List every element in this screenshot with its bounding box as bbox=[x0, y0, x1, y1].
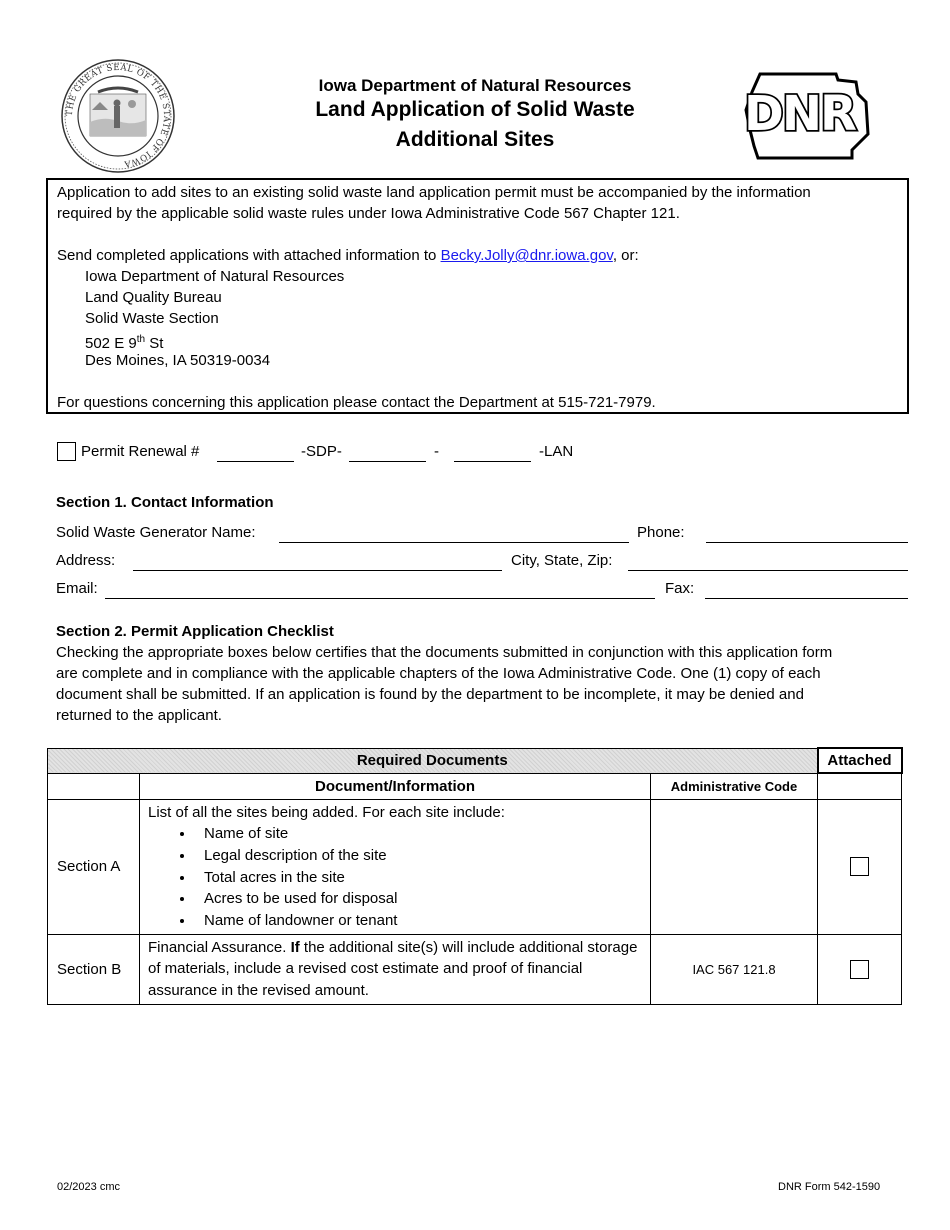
fax-label: Fax: bbox=[665, 580, 695, 597]
city-state-zip-label: City, State, Zip: bbox=[511, 552, 613, 569]
table-row bbox=[48, 799, 902, 934]
lan-label: -LAN bbox=[539, 443, 574, 460]
section-a-description bbox=[140, 799, 651, 934]
renewal-number-field-3[interactable] bbox=[454, 461, 531, 462]
table-subheader-row bbox=[48, 773, 902, 799]
address-line: Iowa Department of Natural Resources bbox=[85, 268, 345, 285]
fax-field[interactable] bbox=[705, 598, 908, 599]
checklist-instructions-line: returned to the applicant. bbox=[56, 707, 222, 724]
send-prefix: Send completed applications with attached information to bbox=[57, 247, 441, 264]
required-documents-header: Required Documents bbox=[48, 748, 818, 773]
sdp-label: -SDP- bbox=[301, 443, 342, 460]
email-link[interactable]: Becky.Jolly@dnr.iowa.gov bbox=[440, 247, 613, 264]
address-label: Address: bbox=[56, 552, 116, 569]
section1-heading: Section 1. Contact Information bbox=[56, 494, 274, 511]
section-a-code bbox=[651, 799, 818, 934]
send-suffix: , or: bbox=[612, 247, 639, 264]
section-b-attached-checkbox[interactable] bbox=[850, 960, 869, 979]
dash-label: - bbox=[434, 443, 439, 460]
list-item: • Total acres in the site bbox=[195, 867, 642, 889]
table-row bbox=[48, 934, 902, 1004]
list-item: • Legal description of the site bbox=[195, 845, 642, 867]
section-b-emphasis: If bbox=[290, 938, 300, 956]
section-b-label: Section B bbox=[48, 934, 140, 1004]
phone-field[interactable] bbox=[706, 542, 908, 543]
section-b-attached-cell bbox=[818, 934, 902, 1004]
table-header-row bbox=[48, 748, 902, 773]
checklist-instructions-line: Checking the appropriate boxes below certifies that the documents submitted in conjunction with this application form bbox=[56, 644, 833, 661]
permit-renewal-checkbox[interactable] bbox=[57, 442, 76, 461]
phone-label: Phone: bbox=[637, 524, 685, 541]
section2-heading: Section 2. Permit Application Checklist bbox=[56, 623, 334, 640]
email-label: Email: bbox=[56, 580, 98, 597]
seal-text: THE GREAT SEAL OF THE STATE OF IOWA bbox=[64, 62, 172, 169]
empty-header-cell bbox=[818, 773, 902, 799]
form-subtitle: Additional Sites bbox=[395, 128, 555, 151]
section-a-label: Section A bbox=[48, 799, 140, 934]
address-city: Des Moines, IA 50319-0034 bbox=[85, 352, 271, 369]
section-b-description bbox=[140, 934, 651, 1004]
dnr-logo bbox=[738, 70, 870, 162]
dnr-logo-text: DNR bbox=[744, 86, 855, 142]
agency-name: Iowa Department of Natural Resources bbox=[318, 76, 632, 95]
city-state-zip-field[interactable] bbox=[628, 570, 908, 571]
renewal-number-field-1[interactable] bbox=[217, 461, 294, 462]
street-suffix: St bbox=[145, 335, 164, 352]
generator-name-field[interactable] bbox=[279, 542, 629, 543]
renewal-number-field-2[interactable] bbox=[349, 461, 426, 462]
street-ordinal: th bbox=[136, 334, 146, 345]
section-a-attached-checkbox[interactable] bbox=[850, 857, 869, 876]
document-information-header: Document/Information bbox=[140, 773, 651, 799]
form-title: Land Application of Solid Waste bbox=[315, 98, 635, 121]
section-a-attached-cell bbox=[818, 799, 902, 934]
section-a-intro: List of all the sites being added. For each site include: bbox=[148, 803, 505, 821]
checklist-instructions-line: document shall be submitted. If an application is found by the department to be incomplete, it may be denied and bbox=[56, 686, 804, 703]
section-a-list bbox=[148, 823, 642, 932]
email-field[interactable] bbox=[105, 598, 655, 599]
administrative-code-header: Administrative Code bbox=[651, 773, 818, 799]
checklist-instructions-line: are complete and in compliance with the applicable chapters of the Iowa Administrative Code. One (1) copy of each bbox=[56, 665, 821, 682]
instructions-line: Application to add sites to an existing solid waste land application permit must be accompanied by the information bbox=[57, 184, 811, 201]
address-field[interactable] bbox=[133, 570, 502, 571]
list-item: • Name of landowner or tenant bbox=[195, 910, 642, 932]
footer-revision: 02/2023 cmc bbox=[57, 1181, 120, 1193]
street-number: 502 E 9 bbox=[85, 335, 137, 352]
section-b-text: the additional site(s) will include additional storage of materials, include a revised cost estimate and proof of financial assurance in the revised amount. bbox=[148, 938, 638, 1000]
footer-form-number: DNR Form 542-1590 bbox=[778, 1181, 881, 1193]
address-line: Land Quality Bureau bbox=[85, 289, 222, 306]
empty-header-cell bbox=[48, 773, 140, 799]
attached-header: Attached bbox=[818, 748, 902, 773]
generator-name-label: Solid Waste Generator Name: bbox=[56, 524, 256, 541]
required-documents-table bbox=[47, 747, 903, 1005]
instructions-box bbox=[46, 178, 909, 414]
questions-contact: For questions concerning this application please contact the Department at 515-721-7979. bbox=[57, 394, 656, 411]
section-b-code: IAC 567 121.8 bbox=[651, 934, 818, 1004]
permit-renewal-label: Permit Renewal # bbox=[81, 443, 200, 460]
instructions-line: required by the applicable solid waste rules under Iowa Administrative Code 567 Chapter 121. bbox=[57, 205, 680, 222]
list-item: • Name of site bbox=[195, 823, 642, 845]
section-b-lead: Financial Assurance. bbox=[148, 938, 291, 956]
address-line: Solid Waste Section bbox=[85, 310, 219, 327]
send-instructions bbox=[57, 245, 639, 266]
list-item: • Acres to be used for disposal bbox=[195, 888, 642, 910]
